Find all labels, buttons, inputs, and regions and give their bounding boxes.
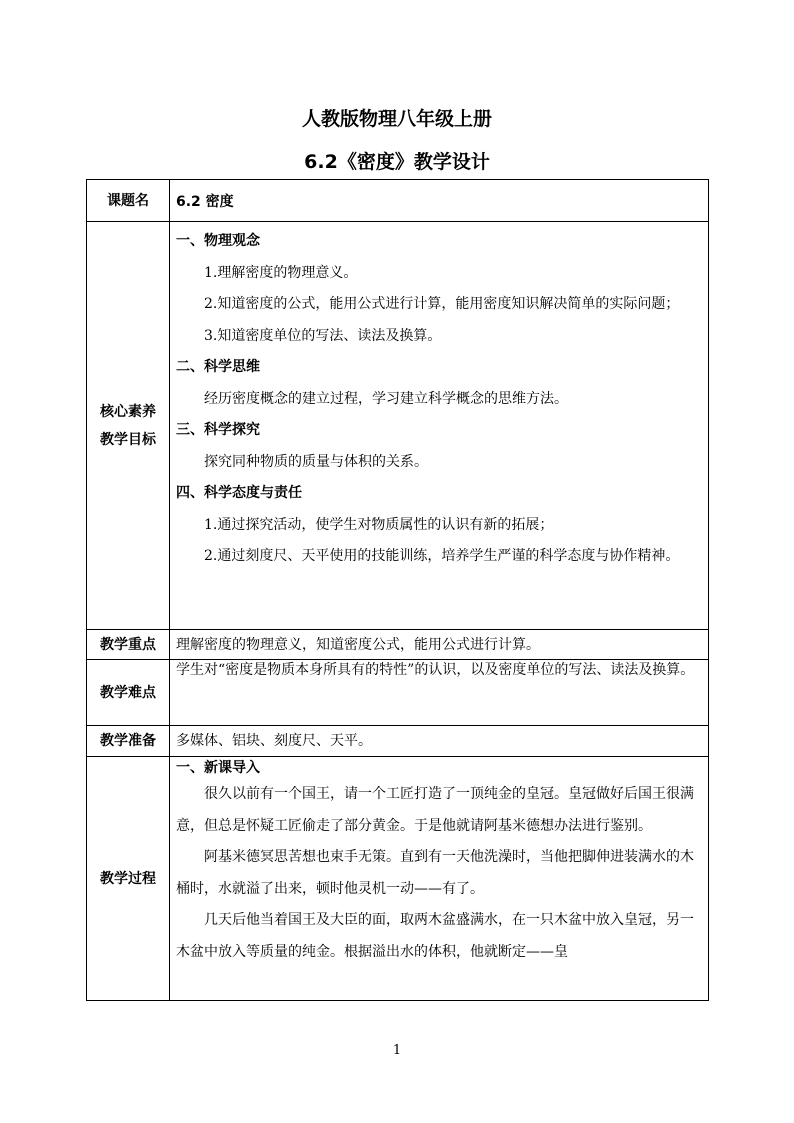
- table-row-key-points: [87, 630, 709, 660]
- process-heading: 一、新课导入: [176, 760, 260, 776]
- page-number: 1: [392, 1043, 402, 1058]
- goals-section-4-heading: 四、科学态度与责任: [176, 485, 302, 501]
- goals-content: [170, 222, 709, 630]
- goals-section-2-item-1: 经历密度概念的建立过程，学习建立科学概念的思维方法。: [204, 390, 568, 407]
- document-title: 人教版物理八年级上册: [301, 108, 492, 130]
- preparation-label: 教学准备: [87, 726, 170, 757]
- goals-label: [87, 222, 170, 630]
- goals-section-4-item-2: 2.通过刻度尺、天平使用的技能训练，培养学生严谨的科学态度与协作精神。: [204, 548, 680, 564]
- difficulties-text: 学生对“密度是物质本身所具有的特性”的认识，以及密度单位的写法、读法及换算。: [176, 662, 695, 678]
- preparation-value: [170, 726, 709, 757]
- goals-section-1-item-3: 3.知道密度单位的写法、读法及换算。: [204, 327, 442, 344]
- process-paragraph-3: 几天后他当着国王及大臣的面，取两木盆盛满水，在一只木盆中放入皇冠，另一木盆中放入等质量的纯金。根据溢出水的体积，他就断定——皇: [176, 912, 694, 960]
- topic-label: 课题名: [87, 180, 170, 222]
- goals-section-1-item-1: 1.理解密度的物理意义。: [204, 264, 358, 281]
- goals-label-line2: 教学目标: [100, 431, 156, 448]
- process-paragraph-1: 很久以前有一个国王，请一个工匠打造了一顶纯金的皇冠。皇冠做好后国王很满意，但总是怀疑工匠偷走了部分黄金。于是他就请阿基米德想办法进行鉴别。: [176, 786, 694, 834]
- document-subtitle: 6.2《密度》教学设计: [304, 151, 490, 173]
- goals-section-1-heading: 一、物理观念: [176, 233, 260, 249]
- difficulties-label: 教学难点: [87, 660, 170, 726]
- preparation-text: 多媒体、铝块、刻度尺、天平。: [176, 733, 372, 749]
- goals-section-3-heading: 三、科学探究: [176, 422, 260, 438]
- goals-section-4-item-1: 1.通过探究活动，使学生对物质属性的认识有新的拓展；: [204, 516, 554, 533]
- key-points-label: 教学重点: [87, 630, 170, 660]
- process-content: [170, 757, 709, 1001]
- topic-text: 6.2 密度: [176, 193, 234, 210]
- key-points-text: 理解密度的物理意义，知道密度公式，能用公式进行计算。: [176, 636, 540, 653]
- table-row-topic: [87, 180, 709, 222]
- lesson-plan-table: [86, 179, 709, 1001]
- process-label: 教学过程: [87, 757, 170, 1001]
- process-paragraph-2: 阿基米德冥思苦想也束手无策。直到有一天他洗澡时，当他把脚伸进装满水的木桶时，水就溢了出来，顿时他灵机一动——有了。: [176, 849, 694, 897]
- table-row-difficulties: [87, 660, 709, 726]
- goals-section-1-item-2: 2.知道密度的公式，能用公式进行计算，能用密度知识解决简单的实际问题；: [204, 296, 680, 312]
- table-row-process: [87, 757, 709, 1001]
- table-row-goals: [87, 222, 709, 630]
- goals-label-line1: 核心素养: [100, 403, 156, 420]
- difficulties-value: [170, 660, 709, 726]
- key-points-value: [170, 630, 709, 660]
- goals-section-3-item-1: 探究同种物质的质量与体积的关系。: [204, 453, 428, 470]
- topic-value: [170, 180, 709, 222]
- goals-section-2-heading: 二、科学思维: [176, 359, 260, 375]
- table-row-preparation: [87, 726, 709, 757]
